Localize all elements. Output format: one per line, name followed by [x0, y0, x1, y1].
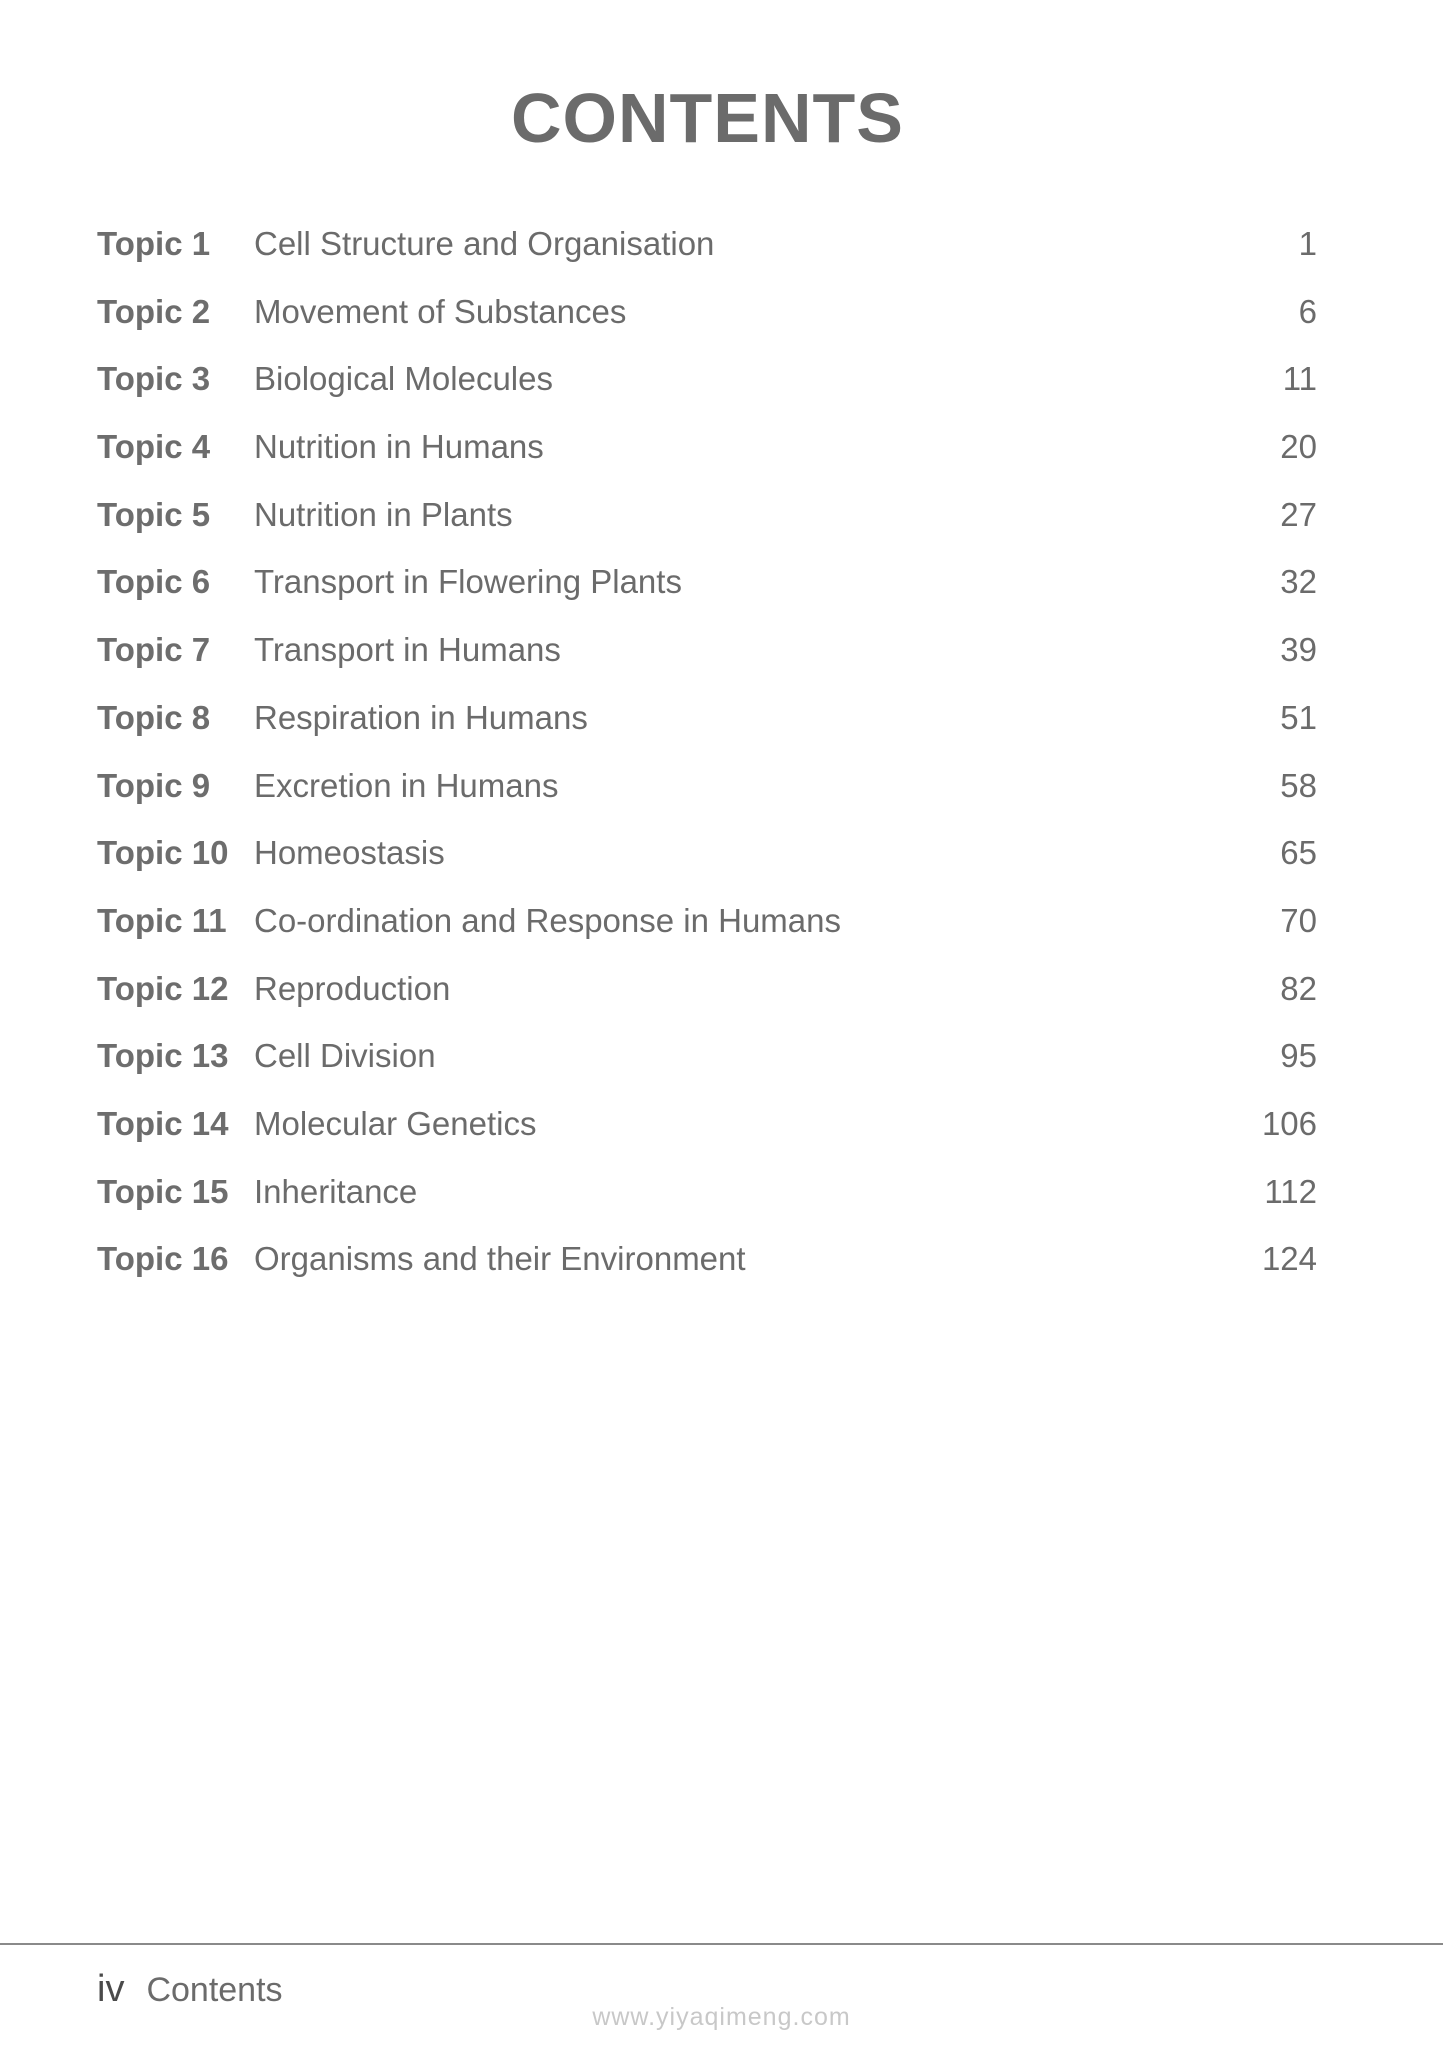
topic-label: Topic 10 — [97, 834, 229, 872]
toc-entry[interactable] — [97, 215, 1317, 283]
toc-entry[interactable] — [97, 1230, 1317, 1298]
page-number: 51 — [1280, 698, 1317, 736]
toc-entry[interactable] — [97, 418, 1317, 486]
page-title: CONTENTS — [511, 79, 904, 157]
topic-title: Nutrition in Plants — [254, 495, 513, 533]
topic-label: Topic 12 — [97, 969, 229, 1007]
page-number: 95 — [1280, 1037, 1317, 1075]
watermark-text: www.yiyaqimeng.com — [592, 2003, 851, 2031]
table-of-contents — [97, 215, 1317, 1298]
page-number: 106 — [1261, 1104, 1317, 1142]
topic-label: Topic 5 — [97, 495, 211, 533]
toc-entry[interactable] — [97, 1163, 1317, 1231]
page-number: 65 — [1280, 834, 1317, 872]
topic-title: Inheritance — [254, 1172, 418, 1210]
page-number: 20 — [1280, 428, 1317, 466]
toc-entry[interactable] — [97, 553, 1317, 621]
toc-entry[interactable] — [97, 350, 1317, 418]
topic-title: Respiration in Humans — [254, 698, 588, 736]
topic-title: Co-ordination and Response in Humans — [254, 901, 842, 939]
page-number: 124 — [1261, 1240, 1317, 1278]
topic-title: Organisms and their Environment — [254, 1240, 746, 1278]
topic-title: Cell Division — [254, 1037, 436, 1075]
toc-entry[interactable] — [97, 283, 1317, 351]
toc-entry[interactable] — [97, 1095, 1317, 1163]
page-number: 58 — [1280, 766, 1317, 804]
footer-label: Contents — [146, 1971, 283, 2009]
topic-title: Cell Structure and Organisation — [254, 225, 715, 262]
topic-label: Topic 3 — [97, 360, 211, 398]
topic-title: Nutrition in Humans — [254, 428, 544, 466]
topic-label: Topic 1 — [97, 225, 211, 262]
topic-label: Topic 8 — [97, 698, 211, 736]
topic-title: Biological Molecules — [254, 360, 553, 398]
topic-label: Topic 7 — [97, 631, 211, 669]
page-number: 39 — [1280, 631, 1317, 669]
toc-entry[interactable] — [97, 689, 1317, 757]
topic-title: Excretion in Humans — [254, 766, 559, 804]
page-number: 70 — [1280, 901, 1317, 939]
toc-entry[interactable] — [97, 757, 1317, 825]
topic-label: Topic 9 — [97, 766, 211, 804]
page-number: 112 — [1264, 1172, 1317, 1210]
toc-entry[interactable] — [97, 824, 1317, 892]
topic-title: Molecular Genetics — [254, 1104, 537, 1142]
topic-label: Topic 15 — [97, 1172, 229, 1210]
topic-label: Topic 6 — [97, 563, 211, 601]
topic-title: Homeostasis — [254, 834, 445, 872]
page-folio: iv — [97, 1968, 125, 2010]
topic-label: Topic 11 — [97, 901, 227, 939]
topic-label: Topic 4 — [97, 428, 211, 466]
topic-label: Topic 2 — [97, 292, 211, 330]
page-number: 27 — [1280, 495, 1317, 533]
page-number: 82 — [1280, 969, 1317, 1007]
page-number: 11 — [1282, 360, 1317, 398]
topic-title: Transport in Flowering Plants — [254, 563, 682, 601]
topic-label: Topic 14 — [97, 1104, 229, 1142]
page-number: 6 — [1298, 292, 1317, 330]
toc-entry[interactable] — [97, 621, 1317, 689]
topic-label: Topic 16 — [97, 1240, 229, 1278]
footer-divider — [0, 1943, 1443, 1945]
topic-title: Movement of Substances — [254, 292, 627, 330]
page-number: 32 — [1280, 563, 1317, 601]
page-number: 1 — [1298, 225, 1317, 262]
toc-entry[interactable] — [97, 486, 1317, 554]
toc-entry[interactable] — [97, 892, 1317, 960]
topic-title: Transport in Humans — [254, 631, 561, 669]
toc-entry[interactable] — [97, 1027, 1317, 1095]
topic-label: Topic 13 — [97, 1037, 229, 1075]
toc-entry[interactable] — [97, 960, 1317, 1028]
topic-title: Reproduction — [254, 969, 451, 1007]
